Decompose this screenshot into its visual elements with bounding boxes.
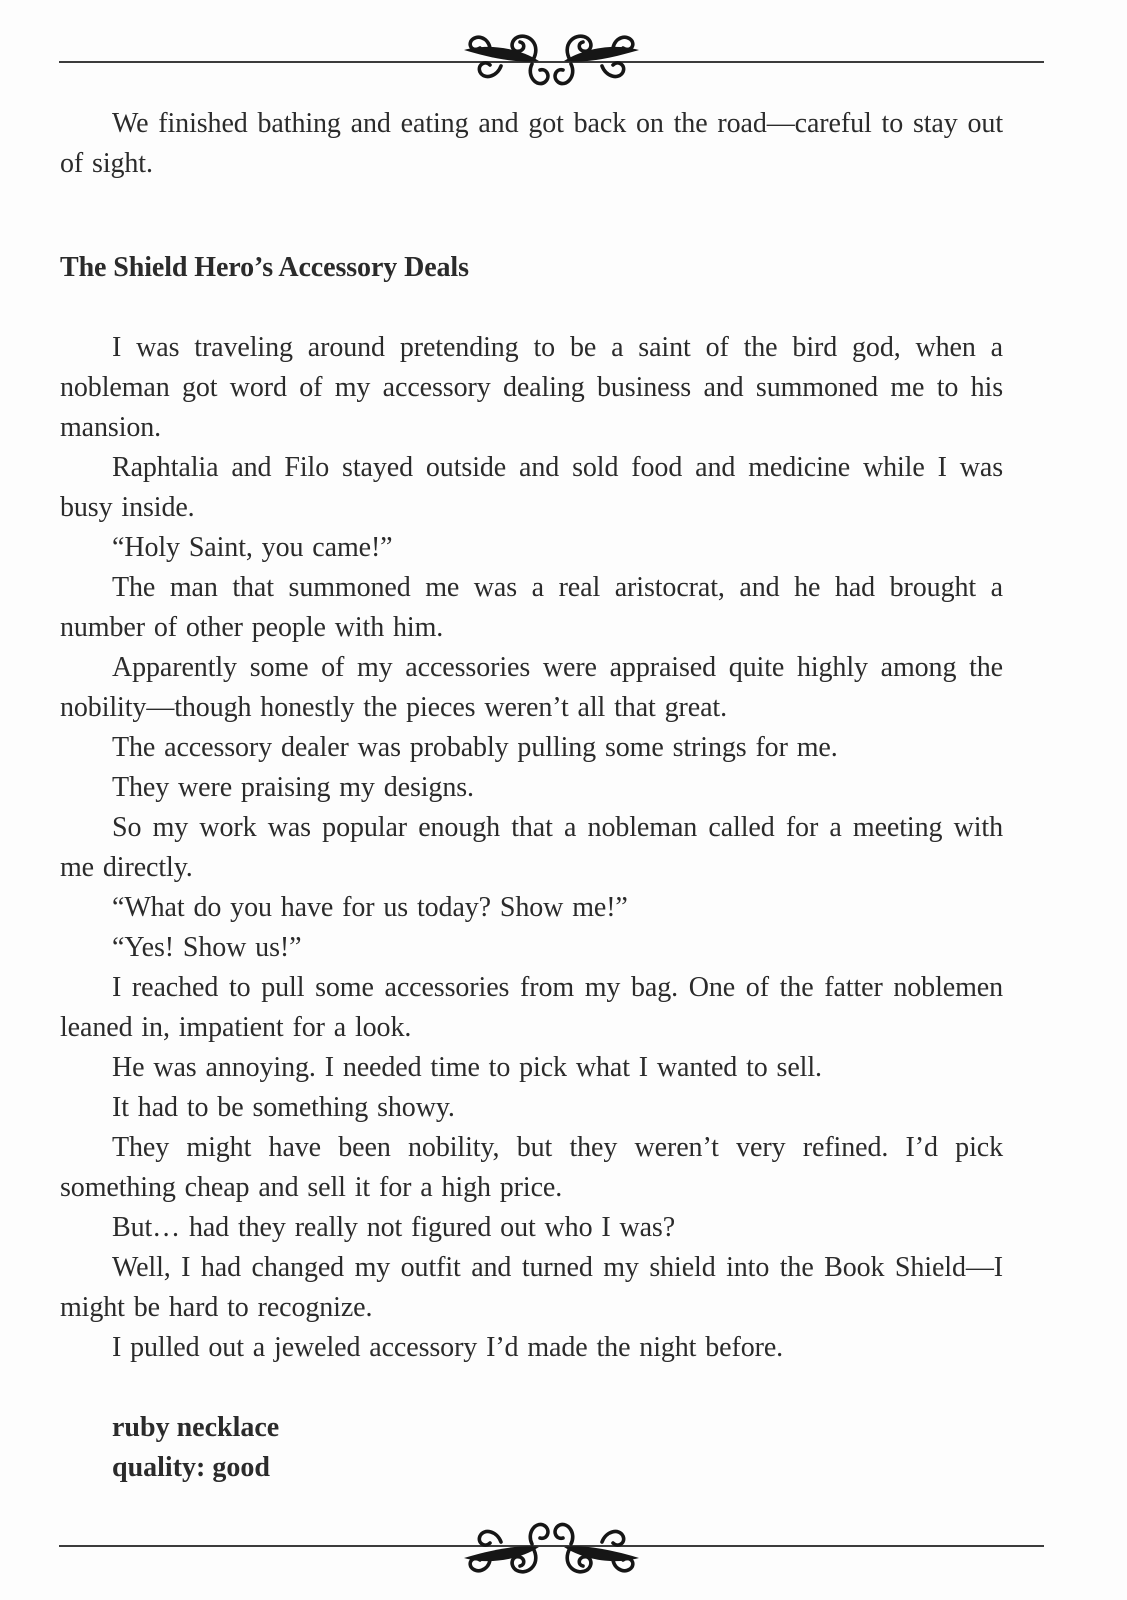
paragraph: The accessory dealer was probably pulling some strings for me.	[112, 732, 838, 763]
flourish-divider-icon	[57, 1514, 1046, 1578]
paragraph: Apparently some of my accessories were appraised quite highly among the nobility—though honestly the pieces weren’t all that great.	[60, 652, 1003, 723]
item-quality: quality: good	[112, 1452, 270, 1483]
text-column	[60, 104, 1003, 1488]
paragraph: “What do you have for us today? Show me!”	[112, 892, 628, 923]
paragraph: Raphtalia and Filo stayed outside and sold food and medicine while I was busy inside.	[60, 452, 1003, 523]
paragraph: The man that summoned me was a real aristocrat, and he had brought a number of other people with him.	[60, 572, 1003, 643]
item-status-block	[112, 1408, 1003, 1488]
top-divider	[57, 30, 1046, 94]
paragraph: “Yes! Show us!”	[112, 932, 302, 963]
paragraph: “Holy Saint, you came!”	[112, 532, 393, 563]
paragraph: Well, I had changed my outfit and turned my shield into the Book Shield—I might be hard to recognize.	[60, 1252, 1003, 1323]
paragraph: I reached to pull some accessories from my bag. One of the fatter noblemen leaned in, impatient for a look.	[60, 972, 1003, 1043]
paragraph: They were praising my designs.	[112, 772, 474, 803]
paragraph: I pulled out a jeweled accessory I’d made the night before.	[112, 1332, 784, 1363]
flourish-ornament-icon	[464, 36, 639, 83]
bottom-divider	[57, 1514, 1046, 1578]
paragraph: It had to be something showy.	[112, 1092, 455, 1123]
paragraph: But… had they really not figured out who I was?	[112, 1212, 676, 1243]
paragraph: We finished bathing and eating and got back on the road—careful to stay out of sight.	[60, 108, 1003, 179]
paragraph: He was annoying. I needed time to pick what I wanted to sell.	[112, 1052, 822, 1083]
paragraph: So my work was popular enough that a nobleman called for a meeting with me directly.	[60, 812, 1003, 883]
paragraph: I was traveling around pretending to be a saint of the bird god, when a nobleman got word of my accessory dealing business and summoned me to his mansion.	[60, 332, 1003, 443]
section-heading: The Shield Hero’s Accessory Deals	[60, 252, 469, 283]
item-name: ruby necklace	[112, 1412, 280, 1443]
paragraph: They might have been nobility, but they weren’t very refined. I’d pick something cheap and sell it for a high price.	[60, 1132, 1003, 1203]
flourish-ornament-icon	[464, 1524, 639, 1571]
flourish-divider-icon	[57, 30, 1046, 94]
